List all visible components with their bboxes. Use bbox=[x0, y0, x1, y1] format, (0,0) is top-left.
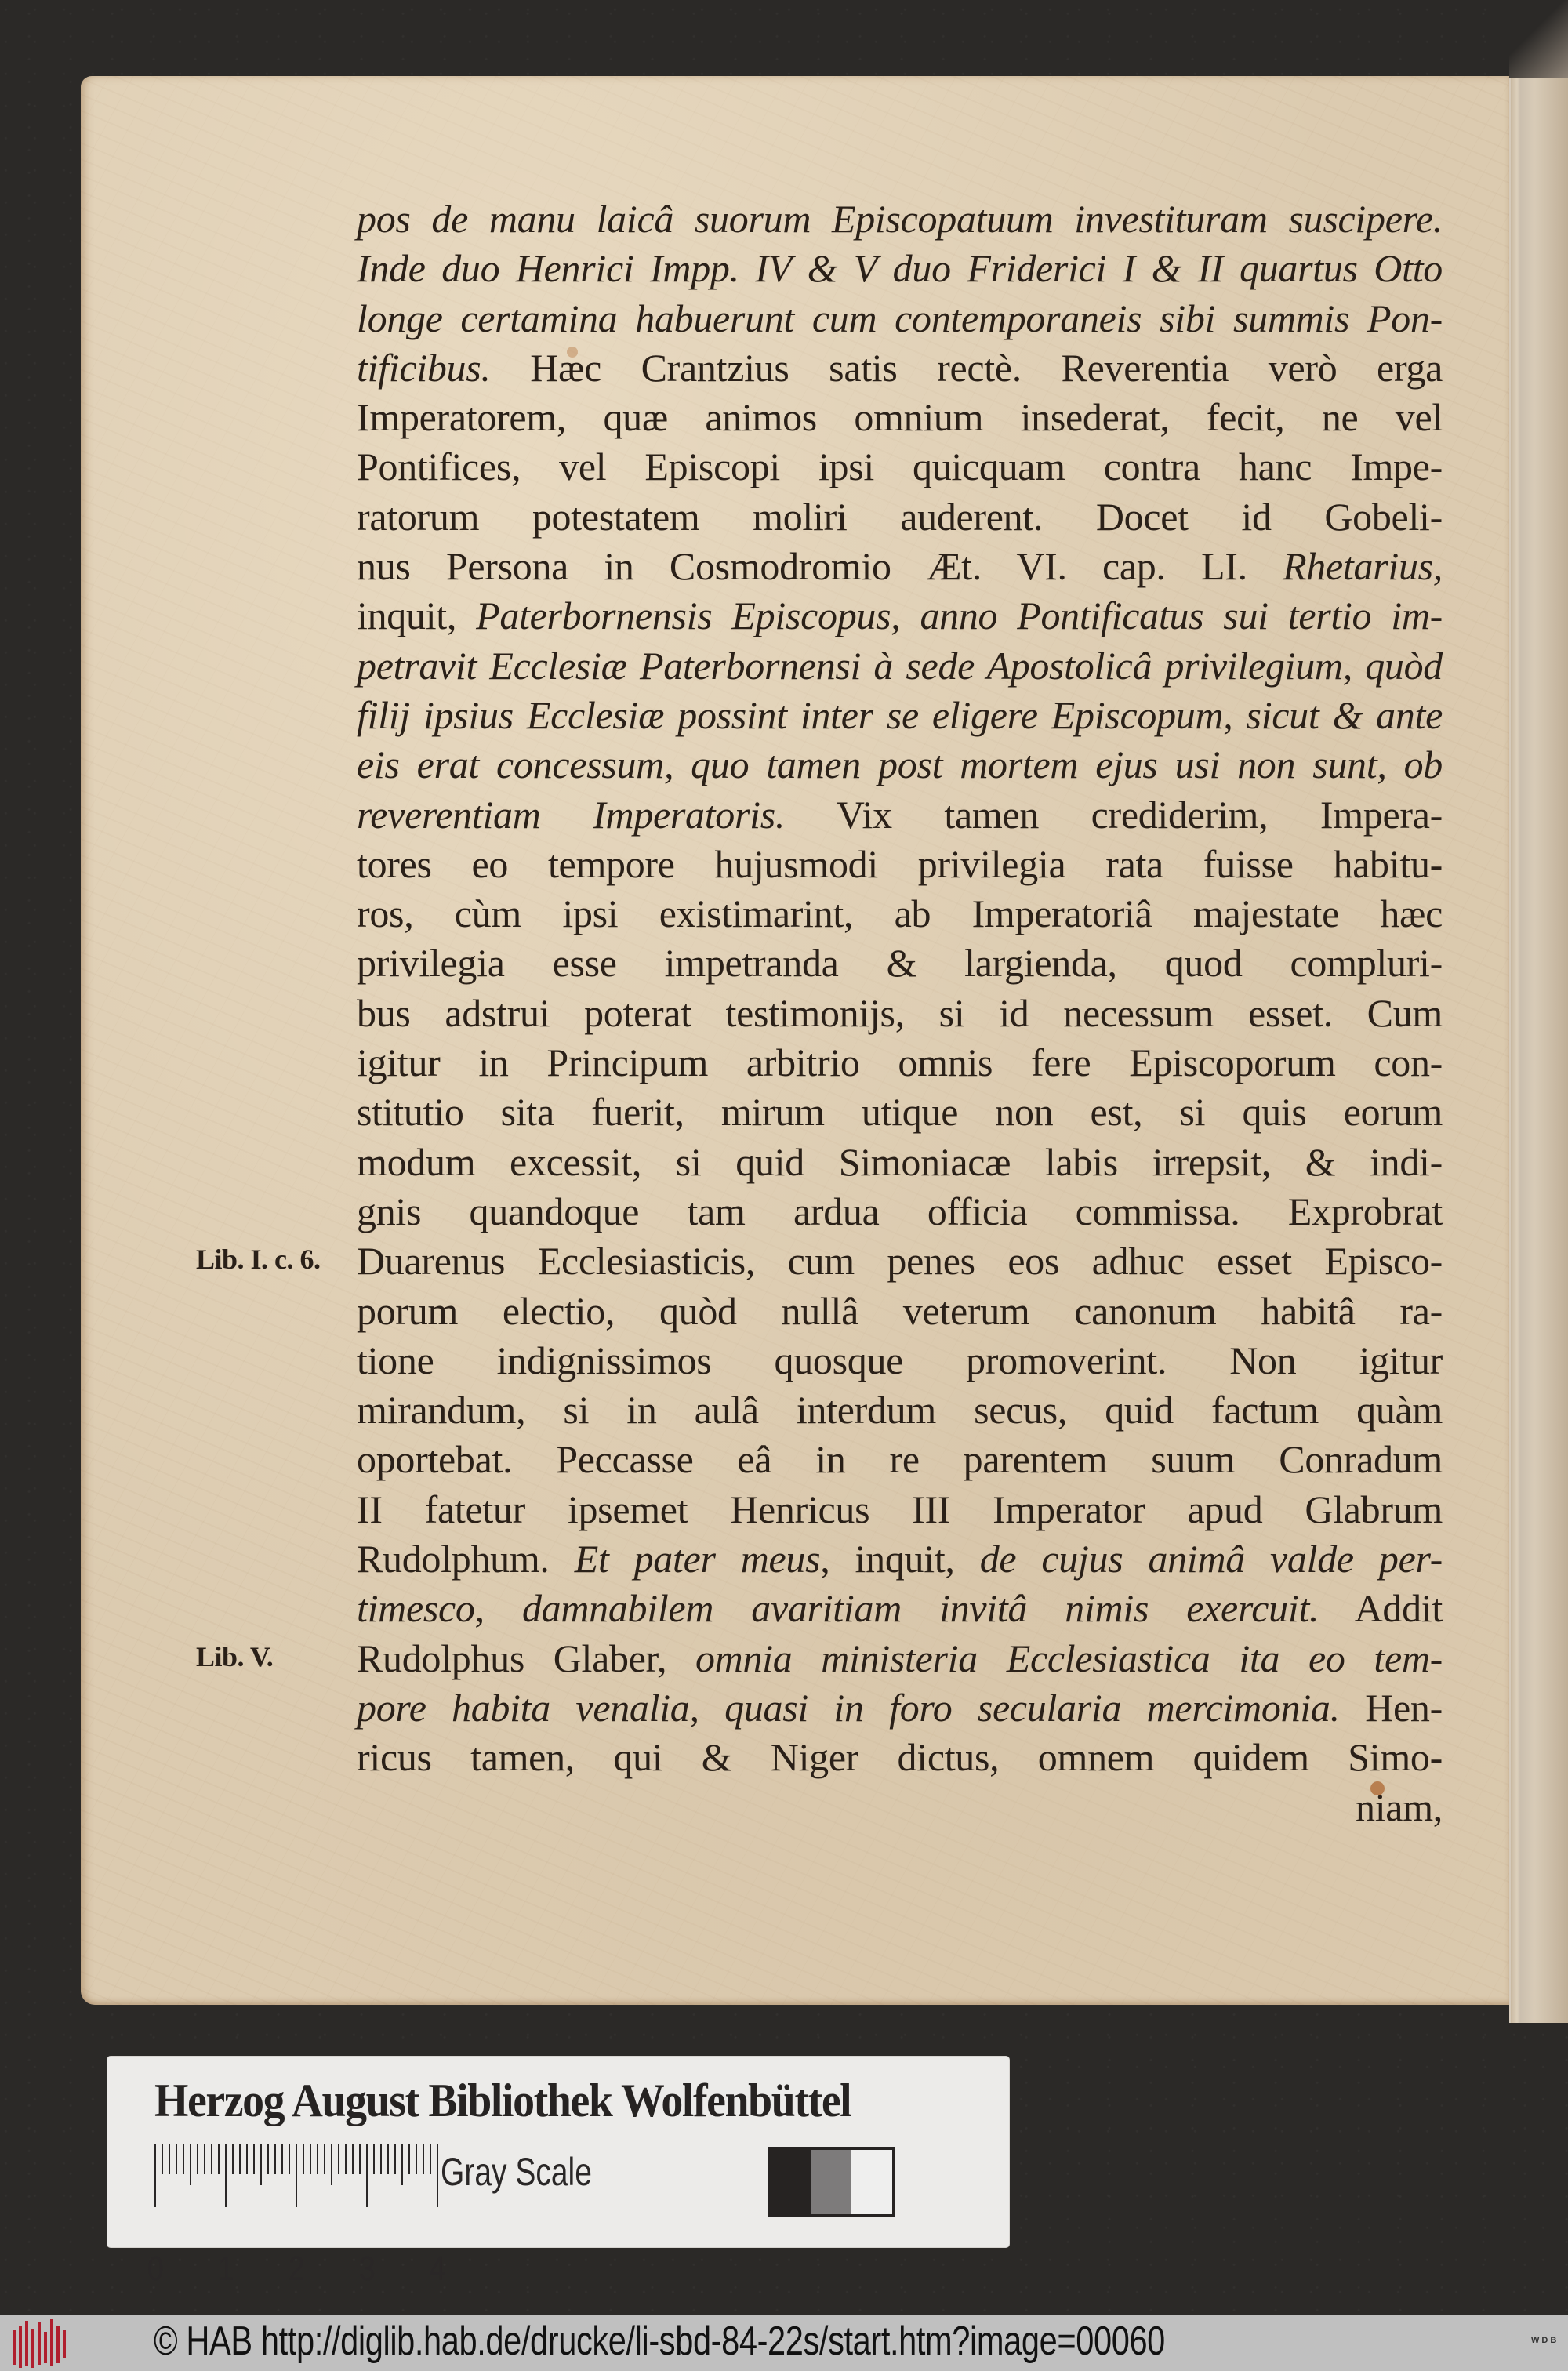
ruler-label: 2 bbox=[288, 2249, 305, 2288]
gray-swatch bbox=[811, 2150, 852, 2214]
page-text-block bbox=[357, 194, 1443, 1832]
roman-segment: , inquit, bbox=[820, 1537, 980, 1581]
text-line bbox=[357, 343, 1443, 393]
ruler-tick bbox=[338, 2144, 339, 2174]
ruler-tick bbox=[218, 2144, 220, 2174]
ruler-tick bbox=[317, 2144, 318, 2174]
ruler-tick bbox=[211, 2144, 212, 2174]
gray-swatch bbox=[771, 2150, 811, 2214]
text-line bbox=[357, 790, 1443, 840]
gray-scale-label: Gray Scale bbox=[441, 2150, 592, 2194]
color-reference-card bbox=[107, 2057, 1009, 2288]
roman-segment: Rudolphum. bbox=[357, 1537, 575, 1581]
text-line: Pontifices, vel Episcopi ipsi quicquam contra hanc Impe- bbox=[357, 445, 1443, 489]
gray-scale-swatches bbox=[768, 2147, 895, 2217]
italic-quote-segment: de cujus animâ valde per- bbox=[979, 1537, 1443, 1581]
roman-segment: inquit, bbox=[357, 594, 477, 638]
ruler-tick bbox=[408, 2144, 410, 2174]
ruler-tick bbox=[267, 2144, 269, 2174]
ruler-tick bbox=[246, 2144, 248, 2174]
text-line: Duarenus Ecclesiasticis, cum penes eos adhuc esset Episco- bbox=[357, 1239, 1443, 1284]
text-line: Imperatorem, quæ animos omnium insederat, fecit, ne vel bbox=[357, 395, 1443, 440]
roman-segment: Rudolphus Glaber, bbox=[357, 1636, 695, 1680]
text-line: II fatetur ipsemet Henricus III Imperator apud Glabrum bbox=[357, 1487, 1443, 1531]
gray-swatch bbox=[851, 2150, 892, 2214]
italic-quote-segment: Paterbornensis Episcopus, anno Pontificatus sui tertio im- bbox=[476, 594, 1443, 638]
text-line: ricus tamen, qui & Niger dictus, omnem quidem Simo- bbox=[357, 1735, 1443, 1780]
text-line: petravit Ecclesiæ Paterbornensi à sede Apostolicâ privilegium, quòd bbox=[357, 643, 1443, 688]
ruler-tick bbox=[416, 2144, 417, 2174]
ruler-tick bbox=[345, 2144, 347, 2174]
ruler-tick bbox=[352, 2144, 354, 2174]
ruler-tick bbox=[324, 2144, 325, 2174]
text-line: ratorum potestatem moliri auderent. Docet id Gobeli- bbox=[357, 494, 1443, 539]
ruler-tick bbox=[373, 2144, 375, 2174]
ruler-tick bbox=[204, 2144, 205, 2174]
ruler-tick bbox=[239, 2144, 241, 2174]
roman-segment: Hæc Crantzius satis rectè. Reverentia verò erga bbox=[490, 345, 1443, 390]
ruler-label: 1 bbox=[217, 2249, 234, 2288]
margin-note: Lib. V. bbox=[196, 1640, 274, 1672]
text-line: longe certamina habuerunt cum contemporaneis sibi summis Pon- bbox=[357, 296, 1443, 340]
ruler-label: 0 bbox=[147, 2249, 164, 2288]
italic-quote-segment: omnia ministeria Ecclesiastica ita eo tem- bbox=[695, 1636, 1443, 1680]
text-line: niam, bbox=[1356, 1785, 1443, 1829]
text-line bbox=[357, 1584, 1443, 1633]
roman-segment: Hen- bbox=[1339, 1685, 1443, 1730]
italic-quote-segment: pore habita venalia, quasi in foro secularia mercimonia. bbox=[357, 1685, 1340, 1730]
ruler-tick bbox=[289, 2144, 290, 2174]
wdb-mark: WDB bbox=[1531, 2336, 1559, 2345]
text-line bbox=[357, 1683, 1443, 1733]
ruler-tick bbox=[183, 2144, 184, 2174]
gutter-shadow bbox=[1509, 0, 1568, 78]
text-line: mirandum, si in aulâ interdum secus, quid factum quàm bbox=[357, 1388, 1443, 1432]
text-line bbox=[357, 542, 1443, 591]
ruler-tick bbox=[303, 2144, 304, 2174]
text-line: porum electio, quòd nullâ veterum canonum habitâ ra- bbox=[357, 1288, 1443, 1333]
ruler-label: 4 bbox=[429, 2249, 446, 2288]
ruler-tick bbox=[359, 2144, 361, 2174]
ruler-tick bbox=[162, 2144, 163, 2174]
ruler-tick bbox=[253, 2144, 255, 2174]
hab-logo-icon bbox=[8, 2319, 67, 2368]
measurement-ruler bbox=[147, 2144, 446, 2288]
text-line: pos de manu laicâ suorum Episcopatuum investituram suscipere. bbox=[357, 197, 1443, 241]
facing-page-edge bbox=[1509, 78, 1568, 2023]
footer-bar bbox=[0, 2315, 1568, 2371]
text-line: modum excessit, si quid Simoniacæ labis irrepsit, & indi- bbox=[357, 1139, 1443, 1184]
ruler-tick bbox=[430, 2144, 431, 2174]
ruler-tick bbox=[176, 2144, 177, 2174]
ruler-label: 3 bbox=[358, 2249, 376, 2288]
ruler-tick bbox=[310, 2144, 311, 2174]
ruler-tick bbox=[281, 2144, 283, 2174]
ruler-tick bbox=[394, 2144, 396, 2174]
text-line: bus adstrui poterat testimonijs, si id necessum esset. Cum bbox=[357, 990, 1443, 1035]
ruler-tick bbox=[274, 2144, 276, 2174]
text-line bbox=[357, 591, 1443, 641]
ruler-tick bbox=[401, 2144, 403, 2185]
text-line: stitutio sita fuerit, mirum utique non est, si quis eorum bbox=[357, 1090, 1443, 1135]
ruler-tick bbox=[366, 2144, 368, 2207]
ruler-tick bbox=[197, 2144, 198, 2174]
roman-segment: Addit bbox=[1319, 1586, 1443, 1631]
copyright-url[interactable]: © HAB http://diglib.hab.de/drucke/li-sbd-84-22s/start.htm?image=00060 bbox=[154, 2318, 1165, 2364]
roman-segment: Vix tamen crediderim, Impera- bbox=[785, 792, 1443, 837]
ruler-tick bbox=[331, 2144, 332, 2185]
ruler-tick bbox=[190, 2144, 191, 2185]
italic-quote-segment: reverentiam Imperatoris. bbox=[357, 792, 786, 837]
ruler-tick bbox=[387, 2144, 389, 2174]
text-line: tores eo tempore hujusmodi privilegia rata fuisse habitu- bbox=[357, 841, 1443, 886]
ruler-tick bbox=[260, 2144, 262, 2185]
ruler-tick bbox=[437, 2144, 438, 2207]
ruler-tick bbox=[423, 2144, 424, 2174]
text-line: tione indignissimos quosque promoverint. Non igitur bbox=[357, 1338, 1443, 1382]
text-line: privilegia esse impetranda & largienda, quod compluri- bbox=[357, 941, 1443, 986]
text-line: Inde duo Henrici Impp. IV & V duo Friderici I & II quartus Otto bbox=[357, 246, 1443, 291]
text-line: ros, cùm ipsi existimarint, ab Imperatoriâ majestate hæc bbox=[357, 891, 1443, 936]
text-line: gnis quandoque tam ardua officia commissa. Exprobrat bbox=[357, 1189, 1443, 1233]
library-name: Herzog August Bibliothek Wolfenbüttel bbox=[154, 2075, 851, 2126]
roman-segment: nus Persona in Cosmodromio Æt. VI. cap. LI. bbox=[357, 544, 1283, 589]
text-line bbox=[357, 1634, 1443, 1683]
margin-note: Lib. I. c. 6. bbox=[196, 1244, 321, 1276]
italic-quote-segment: Rhetarius, bbox=[1283, 544, 1443, 589]
ruler-tick bbox=[169, 2144, 170, 2174]
ruler-tick bbox=[225, 2144, 227, 2207]
text-line: oportebat. Peccasse eâ in re parentem suum Conradum bbox=[357, 1437, 1443, 1482]
text-line bbox=[357, 1534, 1443, 1584]
ruler-tick bbox=[380, 2144, 382, 2174]
ruler-tick bbox=[232, 2144, 234, 2174]
text-line: igitur in Principum arbitrio omnis fere Episcoporum con- bbox=[357, 1040, 1443, 1085]
ruler-tick bbox=[154, 2144, 156, 2207]
text-line: eis erat concessum, quo tamen post mortem ejus usi non sunt, ob bbox=[357, 743, 1443, 787]
ruler-tick bbox=[296, 2144, 297, 2207]
text-line: filij ipsius Ecclesiæ possint inter se eligere Episcopum, sicut & ante bbox=[357, 692, 1443, 737]
italic-quote-segment: timesco, damnabilem avaritiam invitâ nimis exercuit. bbox=[357, 1586, 1319, 1631]
italic-quote-segment: Et pater meus bbox=[574, 1537, 821, 1581]
italic-quote-segment: tificibus. bbox=[357, 345, 491, 390]
